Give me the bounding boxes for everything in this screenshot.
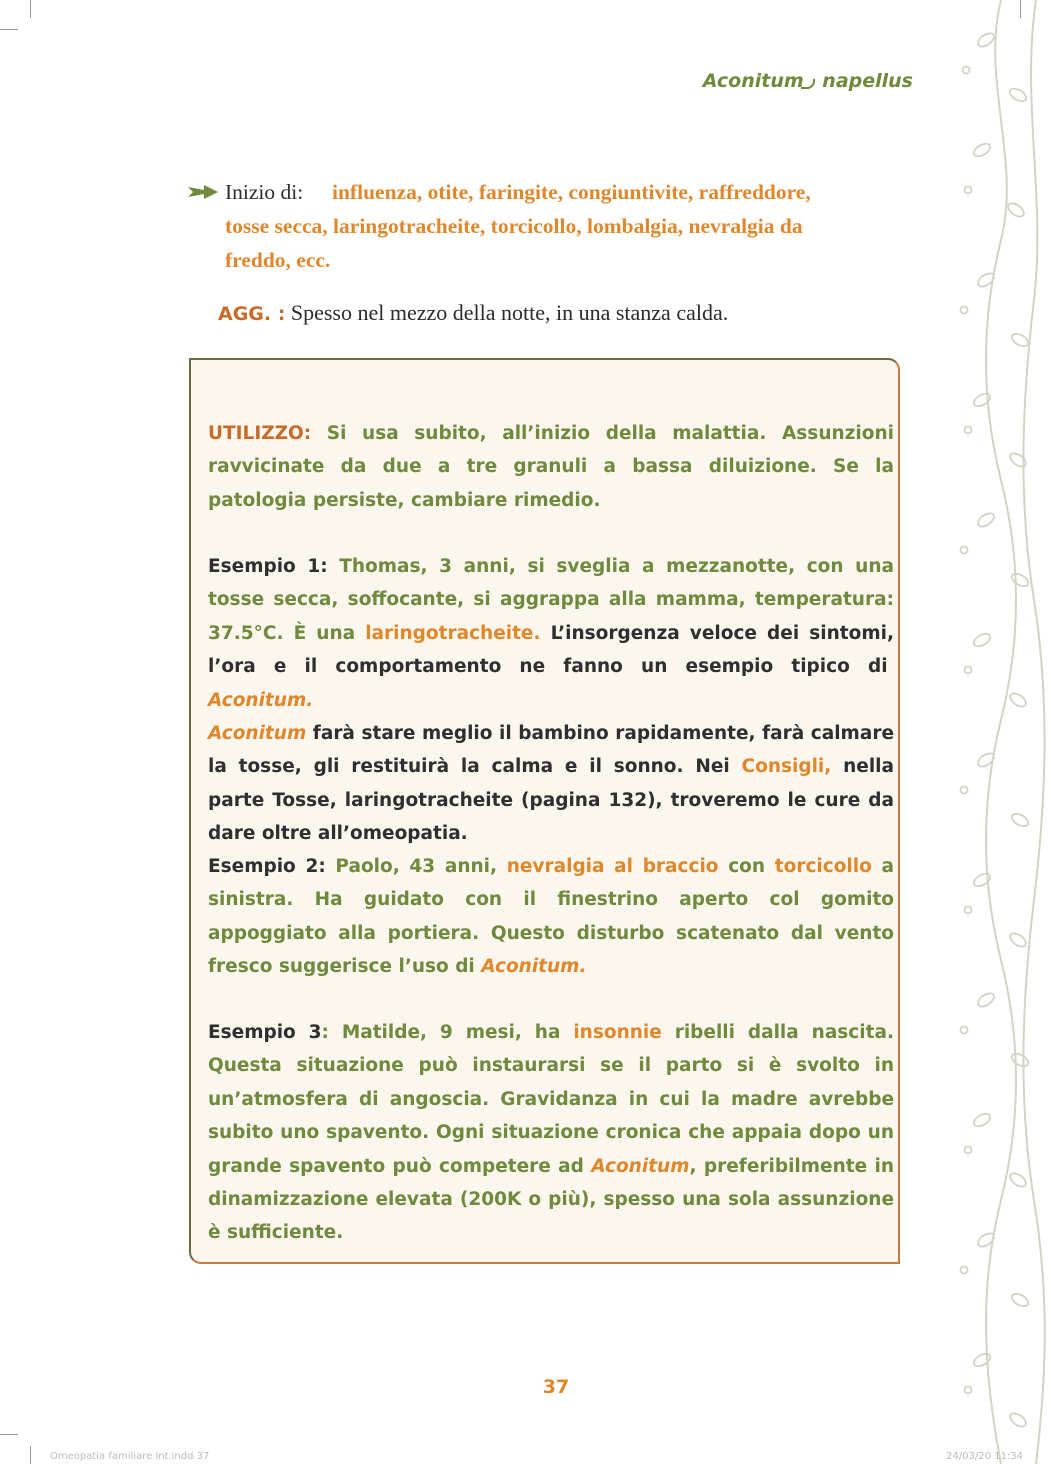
example-3-text-2: ribelli dalla nascita. Questa situazione può instaurarsi se il parto si è svolto in un’atmosfera di angoscia. Gravidanza in cui la madre avrebbe subito uno spavento. Ogni situazione cronica che appaia dopo un grande spavento può competere ad bbox=[208, 1022, 894, 1177]
example-2-text-3: a sinistra. Ha guidato con il finestrino aperto col gomito appoggiato alla portiera. Questo disturbo scatenato dal vento fresco suggerisce l’uso di bbox=[208, 856, 894, 978]
running-head-part2: napellus bbox=[822, 70, 913, 92]
example-1-text-1: Thomas, 3 anni, si sveglia a mezzanotte, con una tosse secca, soffocante, si aggrappa alla mamma, temperatura: 37.5°C. È una bbox=[208, 556, 894, 644]
example-2-highlight-2: torcicollo bbox=[774, 856, 872, 877]
example-3-text-3: , preferibilmente in dinamizzazione elevata (200K o più), spesso una sola assunzione è sufficiente. bbox=[208, 1155, 894, 1244]
onset-line-3: freddo, ecc. bbox=[225, 248, 331, 272]
example-3-paragraph bbox=[208, 1016, 894, 1250]
print-slug-left: Omeopatia familiare int.indd 37 bbox=[50, 1451, 210, 1462]
vine-ornament bbox=[946, 0, 1051, 1464]
agg-label: AGG. : bbox=[218, 303, 286, 325]
example-1-text-4: nella parte Tosse, laringotracheite (pagina 132), troveremo le cure da dare oltre all’omeopatia. bbox=[208, 756, 894, 845]
example-1-highlight-2: Aconitum. bbox=[208, 689, 314, 711]
running-head bbox=[703, 70, 913, 92]
arrow-right-icon bbox=[188, 184, 218, 200]
example-1-paragraph bbox=[208, 550, 894, 851]
running-head-part1: Aconitum bbox=[702, 70, 804, 92]
example-1-text-2: L’insorgenza veloce dei sintomi, l’ora e il comportamento ne fanno un esempio tipico di bbox=[208, 622, 894, 678]
crop-mark bbox=[30, 0, 31, 18]
example-2-text-1: Paolo, 43 anni, bbox=[335, 856, 498, 877]
example-2-highlight-1: nevralgia al braccio bbox=[506, 856, 719, 877]
utilizzo-text: Si usa subito, all’inizio della malattia. Assunzioni ravvicinate da due a tre granuli a bassa diluizione. Se la patologia persiste, cambiare rimedio. bbox=[208, 423, 894, 511]
example-1-highlight-3: Aconitum bbox=[208, 723, 307, 745]
crop-mark bbox=[0, 1434, 18, 1435]
example-2-highlight-3: Aconitum. bbox=[481, 956, 587, 978]
example-2-paragraph bbox=[208, 850, 894, 984]
example-1-highlight-1: laringotracheite. bbox=[365, 622, 541, 644]
example-3-label: Esempio 3 bbox=[208, 1022, 322, 1043]
example-1-label: Esempio 1: bbox=[208, 556, 328, 577]
example-1-highlight-4: Consigli, bbox=[741, 756, 832, 778]
example-2-text-2: con bbox=[728, 856, 766, 877]
crop-mark bbox=[30, 1446, 31, 1464]
utilizzo-paragraph bbox=[208, 417, 894, 517]
curl-ornament-icon bbox=[801, 79, 815, 89]
onset-label: Inizio di: bbox=[225, 180, 304, 204]
page-number: 37 bbox=[542, 1376, 570, 1398]
utilizzo-label: UTILIZZO: bbox=[208, 423, 312, 444]
example-1-text-3: farà stare meglio il bambino rapidamente, farà calmare la tosse, gli restituirà la calma e il sonno. Nei bbox=[208, 723, 894, 778]
onset-line-1: influenza, otite, faringite, congiuntivite, raffreddore, bbox=[332, 180, 811, 204]
agg-line bbox=[218, 300, 728, 326]
crop-mark bbox=[0, 29, 18, 30]
example-3-text-1: : Matilde, 9 mesi, ha bbox=[321, 1022, 561, 1043]
print-slug-right: 24/03/20 11:34 bbox=[946, 1451, 1023, 1462]
onset-line-2: tosse secca, laringotracheite, torcicollo, lombalgia, nevralgia da bbox=[225, 214, 803, 238]
example-3-highlight-2: Aconitum bbox=[591, 1155, 690, 1177]
agg-text: Spesso nel mezzo della notte, in una stanza calda. bbox=[290, 300, 729, 325]
example-2-label: Esempio 2: bbox=[208, 856, 326, 877]
example-3-highlight-1: insonnie bbox=[573, 1022, 662, 1043]
